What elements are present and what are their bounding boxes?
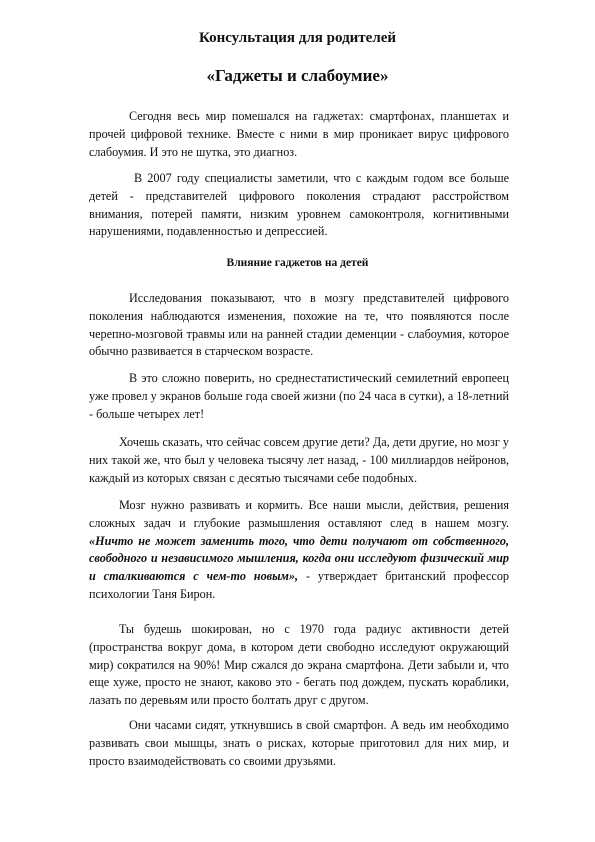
document-title: Консультация для родителей xyxy=(198,30,397,46)
paragraph-professor xyxy=(89,497,509,604)
paragraph-intro: Сегодня весь мир помешался на гаджетах: смартфонах, планшетах и прочей цифровой технике. Вместе с ними в мир проникает вирус цифрового слабоумия. И это не шутка, это диагноз. xyxy=(89,109,509,159)
paragraph-2007: В 2007 году специалисты заметили, что с каждым годом все больше детей - представителей цифрового поколения страдают расстройством внимания, потерей памяти, низким уровнем самоконтроля, когнитивными нарушениями, подавленностью и депрессией. xyxy=(89,171,509,239)
paragraph-professor-start: Мозг нужно развивать и кормить. Все наши мысли, действия, решения сложных задач и глубокие размышления оставляют след в нашем мозгу. xyxy=(89,498,509,530)
paragraph-research: Исследования показывают, что в мозгу представителей цифрового поколения наблюдаются изменения, похожие на те, что появляются после черепно-мозговой травмы или на ранней стадии деменции - слабоумия, которое обычно развивается в старческом возрасте. xyxy=(89,291,509,359)
paragraph-screen-time: В это сложно поверить, но среднестатистический семилетний европеец уже провел у экранов больше года своей жизни (по 24 часа в сутки), а 18-летний - больше четырех лет! xyxy=(89,371,509,421)
document-subtitle: «Гаджеты и слабоумие» xyxy=(206,66,389,85)
paragraph-activity-radius: Ты будешь шокирован, но с 1970 года радиус активности детей (пространства вокруг дома, в котором дети свободно исследуют окружающий мир) сократился на 90%! Мир сжался до экрана смартфона. Дети забыли и, что еще хуже, просто не знают, каково это - бегать под дождем, пускать кораблики, лазать по деревьям или просто болтать друг с другом. xyxy=(89,622,509,708)
professor-quote: «Ничто не может заменить того, что дети получают от собственного, свободного и независимого мышления, когда они исследуют физический мир и сталкиваются с чем-то новым», xyxy=(89,533,509,584)
section-heading: Влияние гаджетов на детей xyxy=(226,257,369,269)
paragraph-professor-end: - утверждает британский профессор психологии Таня Бирон. xyxy=(89,569,510,601)
paragraph-smartphone: Они часами сидят, уткнувшись в свой смартфон. А ведь им необходимо развивать свои мышцы, знать о рисках, которые приготовил для них мир, и просто взаимодействовать со своими друзьями. xyxy=(89,718,509,768)
paragraph-brain: Хочешь сказать, что сейчас совсем другие дети? Да, дети другие, но мозг у них такой же, что был у человека тысячу лет назад, - 100 миллиардов нейронов, каждый из которых связан с десятью тысячами себе подобных. xyxy=(89,435,509,485)
